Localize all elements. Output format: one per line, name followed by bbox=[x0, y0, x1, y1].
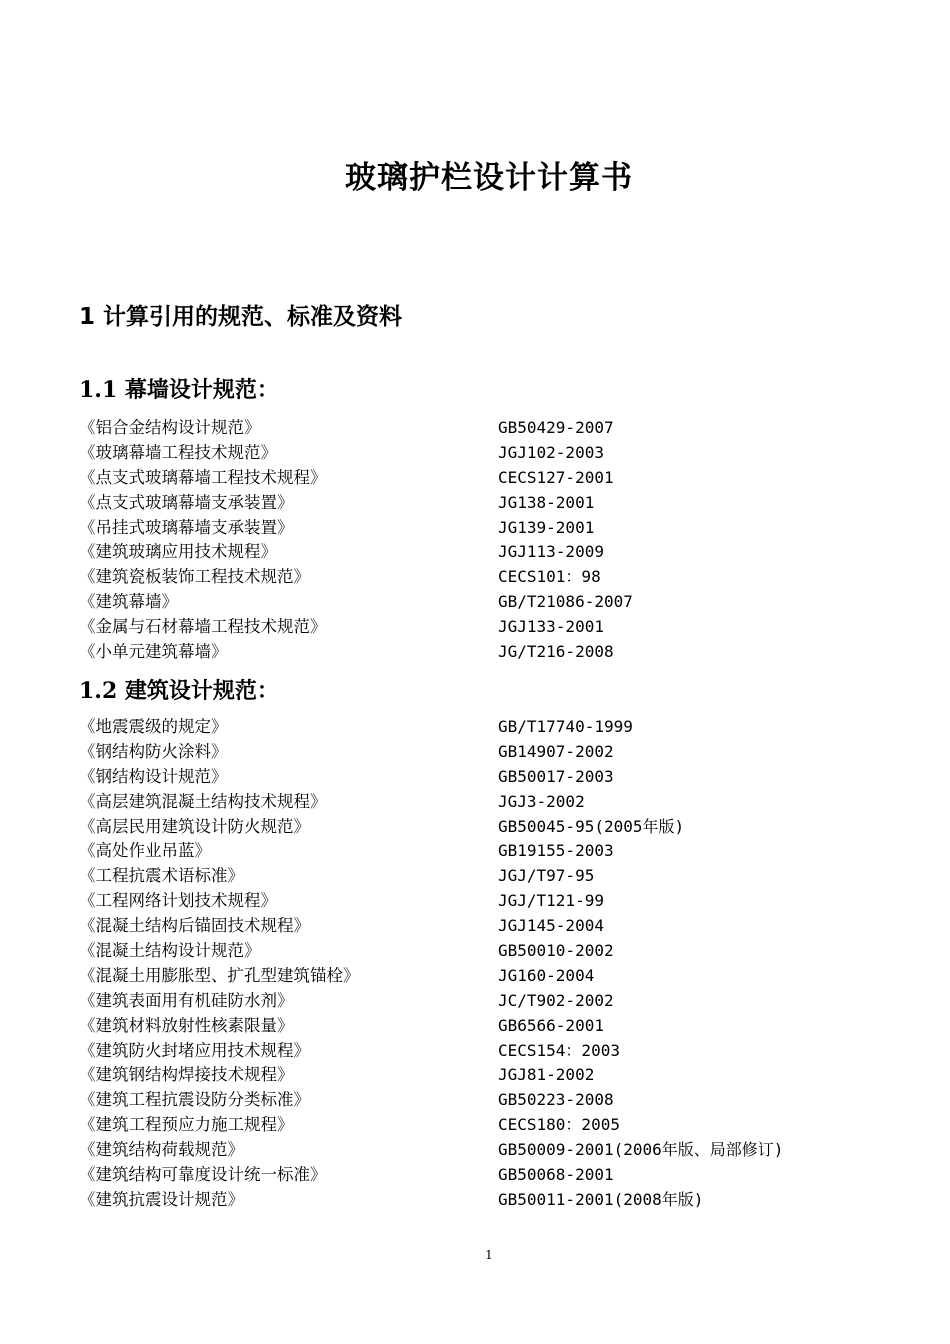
standard-name: 《混凝土用膨胀型、扩孔型建筑锚栓》 bbox=[79, 965, 360, 985]
standard-name: 《玻璃幕墙工程技术规范》 bbox=[79, 442, 277, 462]
standard-code: JGJ102-2003 bbox=[498, 442, 604, 462]
list-item bbox=[79, 790, 879, 815]
list-item bbox=[79, 1163, 879, 1188]
standard-name: 《混凝土结构后锚固技术规程》 bbox=[79, 916, 310, 936]
standard-code: GB50068-2001 bbox=[498, 1165, 614, 1185]
standard-name: 《建筑表面用有机硅防水剂》 bbox=[79, 990, 294, 1010]
list-item bbox=[79, 740, 879, 765]
standard-code: GB50011-2001(2008年版) bbox=[498, 1189, 704, 1209]
building-design-standards-list bbox=[79, 715, 879, 1213]
standard-code: GB50017-2003 bbox=[498, 766, 614, 786]
list-item bbox=[79, 441, 879, 466]
list-item bbox=[79, 466, 879, 491]
standard-code: JGJ145-2004 bbox=[498, 916, 604, 936]
list-item bbox=[79, 640, 879, 665]
list-item bbox=[79, 1063, 879, 1088]
standard-name: 《建筑材料放射性核素限量》 bbox=[79, 1015, 294, 1035]
standard-name: 《钢结构设计规范》 bbox=[79, 766, 228, 786]
standard-code: GB19155-2003 bbox=[498, 841, 614, 861]
standard-name: 《建筑瓷板装饰工程技术规范》 bbox=[79, 567, 310, 587]
standard-name: 《建筑防火封堵应用技术规程》 bbox=[79, 1040, 310, 1060]
standard-code: JGJ133-2001 bbox=[498, 617, 604, 637]
list-item bbox=[79, 989, 879, 1014]
list-item bbox=[79, 964, 879, 989]
standard-code: CECS180：2005 bbox=[498, 1115, 620, 1135]
standard-name: 《建筑工程抗震设防分类标准》 bbox=[79, 1090, 310, 1110]
standard-name: 《建筑结构可靠度设计统一标准》 bbox=[79, 1165, 327, 1185]
list-item bbox=[79, 939, 879, 964]
list-item bbox=[79, 1188, 879, 1213]
standard-code: JG138-2001 bbox=[498, 492, 595, 512]
standard-name: 《建筑玻璃应用技术规程》 bbox=[79, 542, 277, 562]
standard-code: JG/T216-2008 bbox=[498, 642, 614, 662]
standard-name: 《吊挂式玻璃幕墙支承装置》 bbox=[79, 517, 294, 537]
standard-code: GB50429-2007 bbox=[498, 418, 614, 437]
list-item bbox=[79, 540, 879, 565]
standard-code: GB/T21086-2007 bbox=[498, 592, 633, 612]
standard-name: 《点支式玻璃幕墙支承装置》 bbox=[79, 492, 294, 512]
standard-code: JGJ/T121-99 bbox=[498, 891, 604, 911]
list-item bbox=[79, 1088, 879, 1113]
standard-name: 《小单元建筑幕墙》 bbox=[79, 642, 228, 662]
list-item bbox=[79, 715, 879, 740]
standard-name: 《工程网络计划技术规程》 bbox=[79, 891, 277, 911]
list-item bbox=[79, 864, 879, 889]
standard-name: 《建筑抗震设计规范》 bbox=[79, 1189, 244, 1209]
standard-code: GB50045-95(2005年版) bbox=[498, 816, 685, 836]
standard-code: JG139-2001 bbox=[498, 517, 595, 537]
standard-code: JGJ/T97-95 bbox=[498, 866, 595, 886]
list-item bbox=[79, 565, 879, 590]
standard-name: 《建筑工程预应力施工规程》 bbox=[79, 1115, 294, 1135]
list-item bbox=[79, 491, 879, 516]
list-item bbox=[79, 590, 879, 615]
standard-name: 《建筑结构荷载规范》 bbox=[79, 1140, 244, 1160]
list-item bbox=[79, 765, 879, 790]
standard-name: 《高处作业吊蓝》 bbox=[79, 841, 211, 861]
standard-name: 《铝合金结构设计规范》 bbox=[79, 418, 261, 437]
standard-code: GB50010-2002 bbox=[498, 941, 614, 961]
standard-name: 《高层民用建筑设计防火规范》 bbox=[79, 816, 310, 836]
list-item bbox=[79, 914, 879, 939]
standard-name: 《地震震级的规定》 bbox=[79, 717, 228, 736]
list-item bbox=[79, 889, 879, 914]
standard-code: JGJ3-2002 bbox=[498, 791, 585, 811]
standard-code: GB/T17740-1999 bbox=[498, 717, 633, 736]
standard-name: 《建筑钢结构焊接技术规程》 bbox=[79, 1065, 294, 1085]
standard-name: 《工程抗震术语标准》 bbox=[79, 866, 244, 886]
standard-name: 《高层建筑混凝土结构技术规程》 bbox=[79, 791, 327, 811]
standard-code: CECS101：98 bbox=[498, 567, 601, 587]
standard-code: GB50009-2001(2006年版、局部修订) bbox=[498, 1140, 784, 1160]
list-item bbox=[79, 1113, 879, 1138]
standard-name: 《建筑幕墙》 bbox=[79, 592, 178, 612]
standard-code: JGJ113-2009 bbox=[498, 542, 604, 562]
standard-code: GB50223-2008 bbox=[498, 1090, 614, 1110]
list-item bbox=[79, 516, 879, 541]
page-number: 1 bbox=[485, 1248, 493, 1262]
section-heading-1: 1 计算引用的规范、标准及资料 bbox=[79, 304, 403, 330]
list-item bbox=[79, 1014, 879, 1039]
list-item bbox=[79, 1138, 879, 1163]
standard-code: GB14907-2002 bbox=[498, 741, 614, 761]
standard-name: 《金属与石材幕墙工程技术规范》 bbox=[79, 617, 327, 637]
section-heading-1-1: 1.1 幕墙设计规范： bbox=[79, 377, 279, 403]
standard-code: JGJ81-2002 bbox=[498, 1065, 595, 1085]
standard-name: 《混凝土结构设计规范》 bbox=[79, 941, 261, 961]
list-item bbox=[79, 615, 879, 640]
standard-code: JC/T902-2002 bbox=[498, 990, 614, 1010]
document-title: 玻璃护栏设计计算书 bbox=[345, 160, 633, 196]
curtain-wall-standards-list bbox=[79, 416, 879, 665]
list-item bbox=[79, 839, 879, 864]
standard-code: CECS127-2001 bbox=[498, 467, 614, 487]
standard-name: 《点支式玻璃幕墙工程技术规程》 bbox=[79, 467, 327, 487]
standard-code: GB6566-2001 bbox=[498, 1015, 604, 1035]
standard-name: 《钢结构防火涂料》 bbox=[79, 741, 228, 761]
standard-code: CECS154：2003 bbox=[498, 1040, 620, 1060]
list-item bbox=[79, 416, 879, 441]
section-heading-1-2: 1.2 建筑设计规范： bbox=[79, 678, 279, 704]
list-item bbox=[79, 815, 879, 840]
list-item bbox=[79, 1039, 879, 1064]
standard-code: JG160-2004 bbox=[498, 965, 595, 985]
